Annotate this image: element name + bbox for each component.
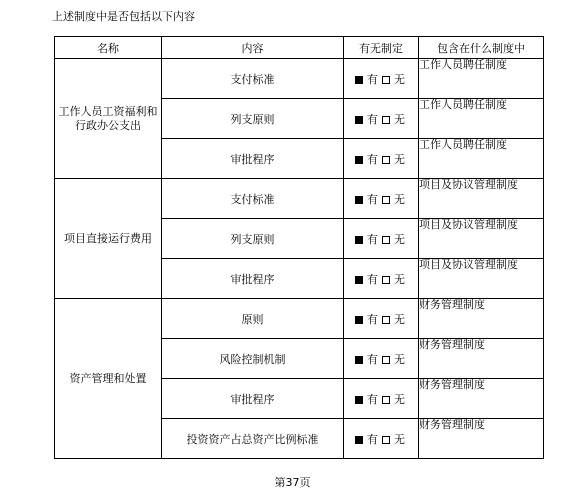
system-cell: 工作人员聘任制度 [419, 139, 544, 179]
system-cell: 项目及协议管理制度 [419, 219, 544, 259]
system-cell: 工作人员聘任制度 [419, 99, 544, 139]
has-cell [344, 299, 419, 339]
content-cell: 列支原则 [162, 219, 344, 259]
category-cell: 资产管理和处置 [55, 299, 162, 459]
checked-box-icon [355, 196, 363, 204]
option-no: 无 [394, 352, 405, 366]
header-system: 包含在什么制度中 [419, 37, 544, 59]
category-cell: 工作人员工资福利和行政办公支出 [55, 59, 162, 179]
option-no: 无 [394, 192, 405, 206]
checked-box-icon [355, 436, 363, 444]
checked-box-icon [355, 236, 363, 244]
table-row [55, 299, 544, 339]
option-no: 无 [394, 392, 405, 406]
option-no: 无 [394, 432, 405, 446]
has-cell [344, 139, 419, 179]
option-yes: 有 [367, 192, 378, 206]
unchecked-box-icon [382, 436, 390, 444]
option-no: 无 [394, 312, 405, 326]
table-row [55, 179, 544, 219]
content-cell: 投资资产占总资产比例标准 [162, 419, 344, 459]
checked-box-icon [355, 116, 363, 124]
option-no: 无 [394, 152, 405, 166]
system-cell: 财务管理制度 [419, 419, 544, 459]
option-yes: 有 [367, 312, 378, 326]
checked-box-icon [355, 76, 363, 84]
option-no: 无 [394, 72, 405, 86]
has-cell [344, 219, 419, 259]
system-cell: 项目及协议管理制度 [419, 179, 544, 219]
category-cell: 项目直接运行费用 [55, 179, 162, 299]
content-cell: 列支原则 [162, 99, 344, 139]
option-yes: 有 [367, 232, 378, 246]
unchecked-box-icon [382, 276, 390, 284]
option-no: 无 [394, 112, 405, 126]
system-cell: 项目及协议管理制度 [419, 259, 544, 299]
option-yes: 有 [367, 392, 378, 406]
content-cell: 审批程序 [162, 139, 344, 179]
content-cell: 支付标准 [162, 179, 344, 219]
option-yes: 有 [367, 152, 378, 166]
system-cell: 财务管理制度 [419, 339, 544, 379]
has-cell [344, 379, 419, 419]
has-cell [344, 59, 419, 99]
checked-box-icon [355, 316, 363, 324]
checked-box-icon [355, 396, 363, 404]
header-has: 有无制定 [344, 37, 419, 59]
header-name: 名称 [55, 37, 162, 59]
has-cell [344, 259, 419, 299]
unchecked-box-icon [382, 396, 390, 404]
option-yes: 有 [367, 272, 378, 286]
content-cell: 风险控制机制 [162, 339, 344, 379]
unchecked-box-icon [382, 316, 390, 324]
option-no: 无 [394, 232, 405, 246]
checked-box-icon [355, 276, 363, 284]
unchecked-box-icon [382, 356, 390, 364]
unchecked-box-icon [382, 236, 390, 244]
table-header-row [55, 37, 544, 59]
header-content: 内容 [162, 37, 344, 59]
content-cell: 原则 [162, 299, 344, 339]
unchecked-box-icon [382, 76, 390, 84]
has-cell [344, 99, 419, 139]
has-cell [344, 419, 419, 459]
content-cell: 支付标准 [162, 59, 344, 99]
has-cell [344, 179, 419, 219]
unchecked-box-icon [382, 156, 390, 164]
option-yes: 有 [367, 112, 378, 126]
policy-table [54, 36, 544, 459]
content-cell: 审批程序 [162, 379, 344, 419]
has-cell [344, 339, 419, 379]
unchecked-box-icon [382, 116, 390, 124]
option-yes: 有 [367, 72, 378, 86]
system-cell: 工作人员聘任制度 [419, 59, 544, 99]
option-no: 无 [394, 272, 405, 286]
system-cell: 财务管理制度 [419, 379, 544, 419]
option-yes: 有 [367, 432, 378, 446]
table-row [55, 59, 544, 99]
checked-box-icon [355, 356, 363, 364]
content-cell: 审批程序 [162, 259, 344, 299]
intro-text: 上述制度中是否包括以下内容 [52, 10, 195, 23]
checked-box-icon [355, 156, 363, 164]
system-cell: 财务管理制度 [419, 299, 544, 339]
option-yes: 有 [367, 352, 378, 366]
unchecked-box-icon [382, 196, 390, 204]
page-number: 第37页 [274, 476, 311, 489]
